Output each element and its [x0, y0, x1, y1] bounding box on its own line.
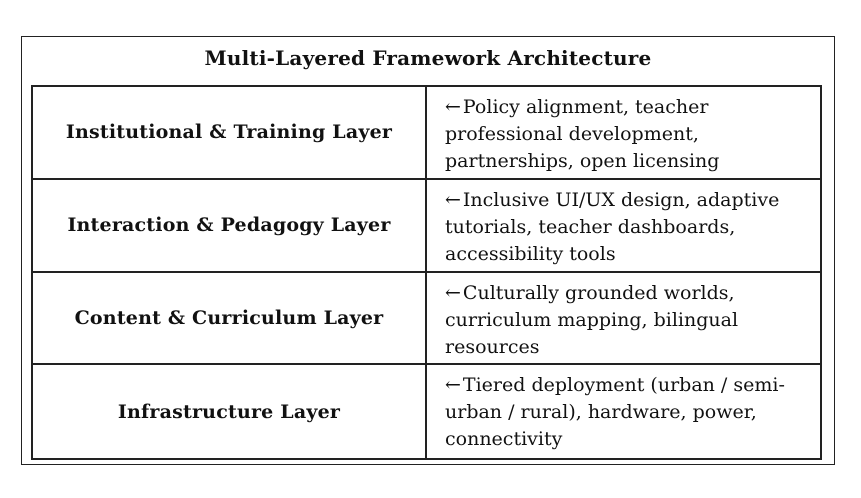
layer-name-label: Interaction & Pedagogy Layer: [67, 214, 391, 237]
left-arrow-icon: ←: [445, 96, 461, 118]
layer-name-institutional: [33, 87, 427, 180]
left-arrow-icon: ←: [445, 188, 461, 211]
layer-description-interaction: [427, 180, 820, 273]
layer-name-label: Infrastructure Layer: [117, 400, 341, 423]
layer-name-label: Content & Curriculum Layer: [74, 306, 384, 329]
layer-name-label: Institutional & Training Layer: [65, 121, 393, 144]
layer-description-text: Tiered deployment (urban / semi-urban / rural), hardware, power, connectivity: [445, 374, 785, 451]
left-arrow-icon: ←: [445, 374, 461, 397]
left-arrow-icon: ←: [445, 281, 461, 304]
diagram-title: Multi-Layered Framework Architecture: [204, 46, 652, 70]
layer-description-institutional: [427, 87, 820, 180]
layers-table: [31, 85, 822, 460]
layer-name-interaction: [33, 180, 427, 273]
layer-name-content: [33, 273, 427, 366]
layer-description-text: Policy alignment, teacher professional development, partnerships, open licensing: [445, 96, 720, 172]
framework-frame: [21, 36, 835, 465]
layer-name-infrastructure: [33, 365, 427, 458]
layer-description-infrastructure: [427, 365, 820, 458]
layer-description-text: Culturally grounded worlds, curriculum mapping, bilingual resources: [445, 281, 739, 358]
layer-description-content: [427, 273, 820, 366]
layer-description-text: Inclusive UI/UX design, adaptive tutorials, teacher dashboards, accessibility tools: [445, 188, 780, 265]
